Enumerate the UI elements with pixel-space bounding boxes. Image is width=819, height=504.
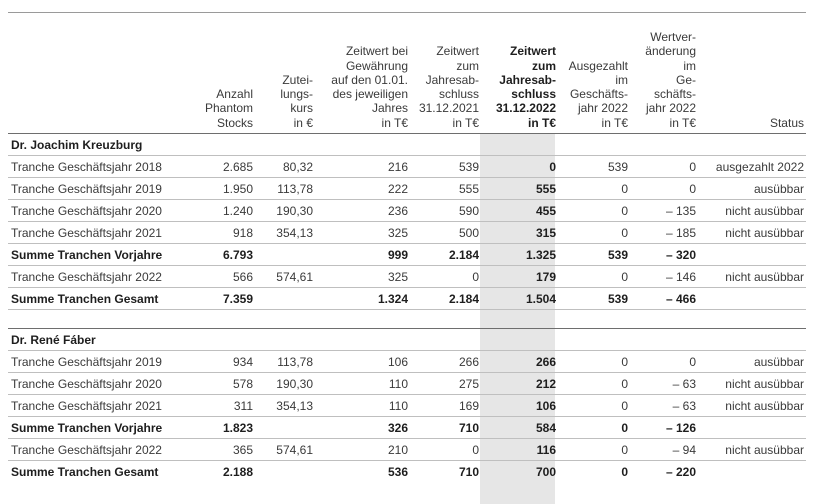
table-row [8, 156, 806, 178]
table-row [8, 266, 806, 288]
table-cell: – 185 [630, 222, 698, 244]
table-row [8, 178, 806, 200]
phantom-stocks-table [8, 12, 806, 482]
table-cell: 539 [558, 156, 630, 178]
spacer-cell [8, 310, 806, 329]
header-zeitwert-gewaehrung: Zeitwert bei Gewährung auf den 01.01. des jeweiligen Jahres in T€ [315, 13, 410, 134]
table-cell: 1.240 [201, 200, 255, 222]
table-cell: 116 [481, 439, 558, 461]
table-cell: 325 [315, 266, 410, 288]
table-cell [255, 288, 315, 310]
table-cell: 236 [315, 200, 410, 222]
section-title: Dr. René Fáber [8, 329, 806, 351]
header-wertveraenderung-2022: Wertver- änderung im Ge- schäfts- jahr 2022 in T€ [630, 13, 698, 134]
table-cell: 266 [410, 351, 481, 373]
sum-row [8, 417, 806, 439]
table-cell: 113,78 [255, 178, 315, 200]
table-cell: 0 [630, 156, 698, 178]
sum-row [8, 461, 806, 483]
table-cell: 455 [481, 200, 558, 222]
table-cell: 1.324 [315, 288, 410, 310]
header-ausgezahlt-2022: Ausgezahlt im Geschäfts- jahr 2022 in T€ [558, 13, 630, 134]
table-cell: 0 [558, 222, 630, 244]
section-title: Dr. Joachim Kreuzburg [8, 134, 806, 156]
row-label: Tranche Geschäftsjahr 2021 [8, 395, 201, 417]
table-cell: 169 [410, 395, 481, 417]
table-cell: 1.823 [201, 417, 255, 439]
row-label: Tranche Geschäftsjahr 2018 [8, 156, 201, 178]
table-cell: nicht ausübbar [698, 439, 806, 461]
table-cell: – 320 [630, 244, 698, 266]
table-cell: 918 [201, 222, 255, 244]
table-row [8, 351, 806, 373]
table-cell: 80,32 [255, 156, 315, 178]
table-cell: ausübbar [698, 178, 806, 200]
table-cell [698, 288, 806, 310]
table-cell: 700 [481, 461, 558, 483]
table-cell: 216 [315, 156, 410, 178]
table-cell: 539 [558, 244, 630, 266]
header-zeitwert-2021: Zeitwert zum Jahresab- schluss 31.12.2021 in T€ [410, 13, 481, 134]
table-cell: 500 [410, 222, 481, 244]
table-row [8, 439, 806, 461]
table-cell: 326 [315, 417, 410, 439]
table-row [8, 373, 806, 395]
table-cell: 0 [558, 373, 630, 395]
table-cell: 190,30 [255, 373, 315, 395]
table-cell: 539 [558, 288, 630, 310]
row-label: Tranche Geschäftsjahr 2019 [8, 351, 201, 373]
table-cell: 574,61 [255, 439, 315, 461]
table-cell: 555 [410, 178, 481, 200]
table-cell: 0 [558, 461, 630, 483]
table-cell: 2.184 [410, 288, 481, 310]
table-cell: 0 [558, 266, 630, 288]
table-cell: 710 [410, 461, 481, 483]
table-cell: 539 [410, 156, 481, 178]
header-zuteilungskurs: Zutei- lungs- kurs in € [255, 13, 315, 134]
row-label: Tranche Geschäftsjahr 2019 [8, 178, 201, 200]
sum-row [8, 244, 806, 266]
table-cell: 1.325 [481, 244, 558, 266]
table-cell: 212 [481, 373, 558, 395]
table-cell: 999 [315, 244, 410, 266]
table-cell [255, 461, 315, 483]
table-cell: 536 [315, 461, 410, 483]
table-cell: 555 [481, 178, 558, 200]
row-label: Summe Tranchen Vorjahre [8, 417, 201, 439]
table-cell: 1.504 [481, 288, 558, 310]
table-cell: 710 [410, 417, 481, 439]
row-label: Summe Tranchen Gesamt [8, 461, 201, 483]
table-cell: 1.950 [201, 178, 255, 200]
table-cell [255, 417, 315, 439]
table-cell [698, 244, 806, 266]
table-cell: 6.793 [201, 244, 255, 266]
table-cell: 0 [630, 351, 698, 373]
row-label: Summe Tranchen Gesamt [8, 288, 201, 310]
table-cell: 0 [558, 200, 630, 222]
table-cell: 110 [315, 373, 410, 395]
table-cell: – 220 [630, 461, 698, 483]
table-cell: – 126 [630, 417, 698, 439]
table-cell: – 135 [630, 200, 698, 222]
table-cell: 311 [201, 395, 255, 417]
row-label: Tranche Geschäftsjahr 2021 [8, 222, 201, 244]
table-cell: 266 [481, 351, 558, 373]
section-spacer [8, 310, 806, 329]
table-cell: 578 [201, 373, 255, 395]
header-status: Status [698, 13, 806, 134]
table-cell: 222 [315, 178, 410, 200]
table-cell: 0 [558, 439, 630, 461]
row-label: Tranche Geschäftsjahr 2022 [8, 266, 201, 288]
table-cell: 315 [481, 222, 558, 244]
table-cell: 0 [410, 266, 481, 288]
table-row [8, 200, 806, 222]
table-row [8, 395, 806, 417]
header-zeitwert-2022: Zeitwert zum Jahresab- schluss 31.12.2022 in T€ [481, 13, 558, 134]
table-cell: 179 [481, 266, 558, 288]
table-body [8, 134, 806, 483]
table-cell: ausgezahlt 2022 [698, 156, 806, 178]
table-cell: – 94 [630, 439, 698, 461]
row-label: Tranche Geschäftsjahr 2020 [8, 200, 201, 222]
table-cell: 0 [630, 178, 698, 200]
table-cell: 934 [201, 351, 255, 373]
header-row [8, 13, 806, 134]
table-cell: 0 [558, 178, 630, 200]
table-cell: – 63 [630, 395, 698, 417]
table-cell: 574,61 [255, 266, 315, 288]
section-header-row [8, 329, 806, 351]
row-label: Tranche Geschäftsjahr 2022 [8, 439, 201, 461]
table-cell: 0 [410, 439, 481, 461]
table-cell: 210 [315, 439, 410, 461]
table-cell: 0 [558, 395, 630, 417]
table-cell: 106 [315, 351, 410, 373]
table-cell: 590 [410, 200, 481, 222]
table-cell: 0 [558, 417, 630, 439]
table-cell: 354,13 [255, 222, 315, 244]
table-cell [698, 461, 806, 483]
row-label: Tranche Geschäftsjahr 2020 [8, 373, 201, 395]
table-cell: 0 [481, 156, 558, 178]
table-cell: 584 [481, 417, 558, 439]
table-cell: 325 [315, 222, 410, 244]
table-cell: 354,13 [255, 395, 315, 417]
table-cell: 106 [481, 395, 558, 417]
table-cell [698, 417, 806, 439]
table-cell: 7.359 [201, 288, 255, 310]
table-cell: 2.184 [410, 244, 481, 266]
table-cell: ausübbar [698, 351, 806, 373]
table-cell: 110 [315, 395, 410, 417]
table-cell: nicht ausübbar [698, 395, 806, 417]
table-cell: 365 [201, 439, 255, 461]
table-cell: – 146 [630, 266, 698, 288]
table-cell: 0 [558, 351, 630, 373]
table-cell: 2.188 [201, 461, 255, 483]
table-cell: – 466 [630, 288, 698, 310]
table-cell: – 63 [630, 373, 698, 395]
header-label-column [8, 13, 201, 134]
table-cell: 566 [201, 266, 255, 288]
section-header-row [8, 134, 806, 156]
table-cell: 190,30 [255, 200, 315, 222]
table-cell: nicht ausübbar [698, 200, 806, 222]
table-cell: 275 [410, 373, 481, 395]
table-cell: nicht ausübbar [698, 222, 806, 244]
table-cell: 113,78 [255, 351, 315, 373]
sum-row [8, 288, 806, 310]
table-cell: 2.685 [201, 156, 255, 178]
header-anzahl-phantom-stocks: Anzahl Phantom Stocks [201, 13, 255, 134]
table-row [8, 222, 806, 244]
table-cell [255, 244, 315, 266]
table-cell: nicht ausübbar [698, 373, 806, 395]
table-cell: nicht ausübbar [698, 266, 806, 288]
row-label: Summe Tranchen Vorjahre [8, 244, 201, 266]
